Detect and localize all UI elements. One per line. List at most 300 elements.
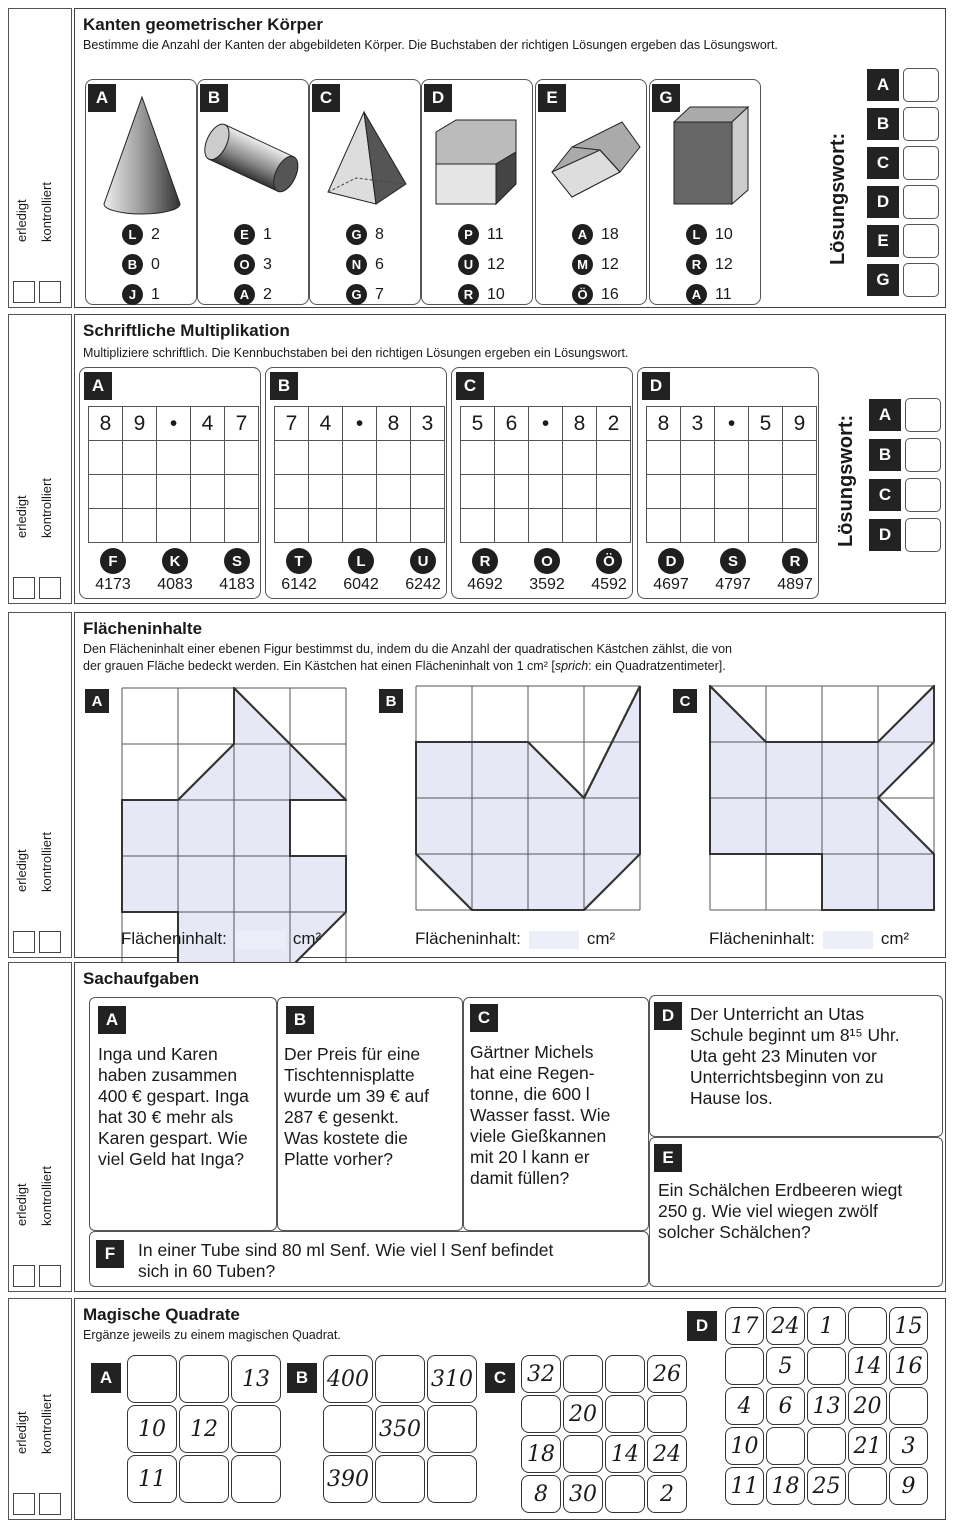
grid-cell[interactable] bbox=[495, 509, 529, 543]
grid-cell[interactable] bbox=[309, 441, 343, 475]
option-letter: R bbox=[686, 254, 707, 275]
task-line: solcher Schälchen? bbox=[658, 1222, 811, 1242]
grid-cell[interactable] bbox=[495, 441, 529, 475]
grid-cell[interactable] bbox=[597, 441, 631, 475]
empty-cell[interactable] bbox=[231, 1405, 281, 1453]
grid-cell[interactable] bbox=[749, 441, 783, 475]
answer-option[interactable] bbox=[122, 254, 160, 275]
given-number: 18 bbox=[766, 1467, 805, 1505]
task-text bbox=[98, 1044, 249, 1170]
square-label: A bbox=[91, 1363, 121, 1393]
answer-option[interactable] bbox=[686, 284, 732, 305]
area-input[interactable] bbox=[235, 931, 285, 949]
area-figure-b bbox=[415, 685, 641, 911]
checked-checkbox[interactable] bbox=[39, 931, 61, 953]
option-value: 10 bbox=[715, 225, 733, 243]
grid-cell[interactable] bbox=[157, 509, 191, 543]
task-label: B bbox=[286, 1006, 314, 1034]
empty-cell[interactable] bbox=[521, 1395, 561, 1433]
area-caption: Flächeninhalt: bbox=[121, 929, 227, 948]
grid-cell[interactable] bbox=[715, 475, 749, 509]
result-letter: K bbox=[162, 548, 188, 574]
done-checkbox[interactable] bbox=[13, 577, 35, 599]
instruction-line-1: Den Flächeninhalt einer ebenen Figur bestimmst du, indem du die Anzahl der quadratischen Kästchen zählst, die von bbox=[83, 642, 732, 656]
answer-option[interactable] bbox=[572, 284, 619, 305]
empty-cell[interactable] bbox=[127, 1355, 177, 1403]
given-number: 5 bbox=[766, 1347, 805, 1385]
cuboid-icon bbox=[656, 92, 756, 227]
square-label: D bbox=[687, 1311, 717, 1341]
result-value: 4592 bbox=[591, 576, 627, 593]
grid-cell[interactable] bbox=[225, 441, 259, 475]
word-problem-c bbox=[463, 997, 649, 1231]
task-label: D bbox=[642, 372, 670, 400]
result-option[interactable] bbox=[394, 548, 452, 594]
hexagonal-prism-icon bbox=[542, 92, 642, 227]
answer-option[interactable] bbox=[572, 224, 619, 245]
grid-cell: 4 bbox=[309, 407, 343, 441]
empty-cell[interactable] bbox=[375, 1455, 425, 1503]
grid-cell[interactable] bbox=[563, 475, 597, 509]
task-line: Platte vorher? bbox=[284, 1149, 393, 1169]
grid-cell[interactable] bbox=[529, 509, 563, 543]
given-number: 20 bbox=[563, 1395, 603, 1433]
option-value: 2 bbox=[263, 285, 272, 303]
grid-cell[interactable] bbox=[563, 441, 597, 475]
area-answer bbox=[121, 929, 321, 949]
task-text bbox=[658, 1180, 902, 1243]
done-label: erledigt bbox=[14, 1411, 29, 1454]
answer-option[interactable] bbox=[458, 224, 504, 245]
result-letter: S bbox=[720, 548, 746, 574]
task-line: hat 30 € mehr als bbox=[98, 1107, 234, 1127]
done-checkbox[interactable] bbox=[13, 1265, 35, 1287]
solution-box[interactable] bbox=[903, 107, 939, 141]
grid-cell[interactable] bbox=[275, 509, 309, 543]
option-value: 3 bbox=[263, 255, 272, 273]
grid-cell: • bbox=[157, 407, 191, 441]
solution-box[interactable] bbox=[905, 518, 941, 552]
checked-checkbox[interactable] bbox=[39, 281, 61, 303]
section-edges bbox=[74, 8, 946, 308]
given-number: 21 bbox=[848, 1427, 887, 1465]
empty-cell[interactable] bbox=[605, 1355, 645, 1393]
area-input[interactable] bbox=[529, 931, 579, 949]
task-line: Unterrichtsbeginn von zu bbox=[690, 1067, 884, 1087]
grid-cell[interactable] bbox=[89, 441, 123, 475]
option-letter: M bbox=[572, 254, 593, 275]
empty-cell[interactable] bbox=[427, 1455, 477, 1503]
checked-label: kontrolliert bbox=[39, 1166, 54, 1226]
result-option[interactable] bbox=[332, 548, 390, 594]
answer-option[interactable] bbox=[346, 224, 384, 245]
grid-cell: 8 bbox=[89, 407, 123, 441]
option-letter: B bbox=[122, 254, 143, 275]
checked-label: kontrolliert bbox=[39, 182, 54, 242]
grid-cell[interactable] bbox=[225, 509, 259, 543]
grid-cell[interactable] bbox=[749, 509, 783, 543]
grid-cell[interactable] bbox=[681, 441, 715, 475]
given-number: 18 bbox=[521, 1435, 561, 1473]
result-option[interactable] bbox=[580, 548, 638, 594]
given-number: 25 bbox=[807, 1467, 846, 1505]
task-line: viel Geld hat Inga? bbox=[98, 1149, 244, 1169]
result-option[interactable] bbox=[84, 548, 142, 594]
given-number: 11 bbox=[725, 1467, 764, 1505]
task-line: Inga und Karen bbox=[98, 1044, 218, 1064]
task-text bbox=[690, 1004, 900, 1109]
task-line: In einer Tube sind 80 ml Senf. Wie viel l Senf befindet bbox=[138, 1240, 554, 1260]
empty-cell[interactable] bbox=[605, 1395, 645, 1433]
task-line: Ein Schälchen Erdbeeren wiegt bbox=[658, 1180, 903, 1200]
pyramid-icon bbox=[316, 92, 416, 227]
calculation-grid[interactable] bbox=[646, 406, 817, 543]
result-option[interactable] bbox=[704, 548, 762, 594]
result-value: 4692 bbox=[467, 576, 503, 593]
answer-option[interactable] bbox=[686, 254, 733, 275]
answer-option[interactable] bbox=[234, 254, 272, 275]
cone-icon bbox=[92, 92, 192, 227]
grid-cell[interactable] bbox=[715, 441, 749, 475]
word-problem-b bbox=[277, 997, 463, 1231]
given-number: 14 bbox=[605, 1435, 645, 1473]
done-checkbox[interactable] bbox=[13, 281, 35, 303]
done-checkbox[interactable] bbox=[13, 1493, 35, 1515]
given-number: 32 bbox=[521, 1355, 561, 1393]
empty-cell[interactable] bbox=[848, 1467, 887, 1505]
grid-cell[interactable] bbox=[749, 475, 783, 509]
card-label: G bbox=[652, 84, 680, 112]
empty-cell[interactable] bbox=[807, 1427, 846, 1465]
edge-card-c bbox=[309, 79, 421, 305]
grid-cell[interactable] bbox=[275, 441, 309, 475]
result-value: 3592 bbox=[529, 576, 565, 593]
card-label: D bbox=[424, 84, 452, 112]
task-label: A bbox=[84, 372, 112, 400]
result-letter: D bbox=[658, 548, 684, 574]
result-letter: S bbox=[224, 548, 250, 574]
option-letter: R bbox=[458, 284, 479, 305]
empty-cell[interactable] bbox=[807, 1347, 846, 1385]
answer-option[interactable] bbox=[572, 254, 619, 275]
option-letter: N bbox=[346, 254, 367, 275]
area-figure-c bbox=[709, 685, 935, 911]
checked-checkbox[interactable] bbox=[39, 1265, 61, 1287]
empty-cell[interactable] bbox=[563, 1435, 603, 1473]
calculation-grid[interactable] bbox=[88, 406, 259, 543]
multiplication-task-b bbox=[265, 367, 447, 599]
grid-cell[interactable] bbox=[681, 475, 715, 509]
magic-square-d bbox=[725, 1307, 928, 1505]
solution-box[interactable] bbox=[905, 438, 941, 472]
grid-cell: 7 bbox=[275, 407, 309, 441]
empty-cell[interactable] bbox=[605, 1475, 645, 1513]
given-number: 24 bbox=[766, 1307, 805, 1345]
result-value: 4697 bbox=[653, 576, 689, 593]
result-option[interactable] bbox=[766, 548, 824, 594]
empty-cell[interactable] bbox=[375, 1355, 425, 1403]
solution-box[interactable] bbox=[903, 146, 939, 180]
section-areas bbox=[74, 612, 946, 958]
option-value: 12 bbox=[601, 255, 619, 273]
edge-card-e bbox=[535, 79, 647, 305]
grid-cell[interactable] bbox=[123, 475, 157, 509]
answer-option[interactable] bbox=[346, 254, 384, 275]
given-number: 26 bbox=[647, 1355, 687, 1393]
section-title: Magische Quadrate bbox=[83, 1305, 240, 1324]
checked-checkbox[interactable] bbox=[39, 1493, 61, 1515]
answer-option[interactable] bbox=[346, 284, 384, 305]
grid-cell[interactable] bbox=[597, 475, 631, 509]
grid-cell[interactable] bbox=[411, 475, 445, 509]
solution-box[interactable] bbox=[903, 185, 939, 219]
empty-cell[interactable] bbox=[179, 1455, 229, 1503]
calculation-grid[interactable] bbox=[274, 406, 445, 543]
grid-cell: 6 bbox=[495, 407, 529, 441]
checked-label: kontrolliert bbox=[39, 478, 54, 538]
done-label: erledigt bbox=[14, 849, 29, 892]
grid-cell[interactable] bbox=[377, 509, 411, 543]
answer-option[interactable] bbox=[234, 284, 272, 305]
done-label: erledigt bbox=[14, 1183, 29, 1226]
grid-cell[interactable] bbox=[275, 475, 309, 509]
grid-cell: 9 bbox=[783, 407, 817, 441]
solution-box[interactable] bbox=[903, 224, 939, 258]
section-multiplication bbox=[74, 314, 946, 604]
answer-option[interactable] bbox=[458, 284, 505, 305]
option-value: 11 bbox=[487, 225, 504, 243]
multiplication-task-a bbox=[79, 367, 261, 599]
result-letter: R bbox=[472, 548, 498, 574]
grid-cell[interactable] bbox=[377, 475, 411, 509]
grid-cell[interactable] bbox=[309, 509, 343, 543]
grid-cell[interactable] bbox=[309, 475, 343, 509]
instruction: Ergänze jeweils zu einem magischen Quadrat. bbox=[83, 1328, 341, 1342]
task-line: Tischtennisplatte bbox=[284, 1065, 415, 1085]
answer-option[interactable] bbox=[122, 284, 160, 305]
task-line: 250 g. Wie viel wiegen zwölf bbox=[658, 1201, 878, 1221]
grid-cell[interactable] bbox=[783, 509, 817, 543]
empty-cell[interactable] bbox=[647, 1395, 687, 1433]
given-number: 20 bbox=[848, 1387, 887, 1425]
calculation-grid[interactable] bbox=[460, 406, 631, 543]
card-label: C bbox=[312, 84, 340, 112]
instruction bbox=[83, 641, 943, 675]
grid-cell: • bbox=[715, 407, 749, 441]
result-option[interactable] bbox=[642, 548, 700, 594]
task-text bbox=[470, 1042, 610, 1189]
empty-cell[interactable] bbox=[427, 1405, 477, 1453]
option-letter: J bbox=[122, 284, 143, 305]
side-column bbox=[8, 8, 72, 308]
checked-label: kontrolliert bbox=[39, 832, 54, 892]
grid-cell: 8 bbox=[563, 407, 597, 441]
result-value: 4083 bbox=[157, 576, 193, 593]
grid-cell[interactable] bbox=[715, 509, 749, 543]
option-letter: U bbox=[458, 254, 479, 275]
area-unit: cm² bbox=[586, 929, 616, 948]
empty-cell[interactable] bbox=[725, 1347, 764, 1385]
given-number: 390 bbox=[323, 1455, 373, 1503]
task-line: tonne, die 600 l bbox=[470, 1084, 590, 1104]
solution-letter: B bbox=[869, 439, 901, 471]
grid-cell[interactable] bbox=[89, 509, 123, 543]
solution-box[interactable] bbox=[903, 263, 939, 297]
result-value: 4797 bbox=[715, 576, 751, 593]
option-letter: Ö bbox=[572, 284, 593, 305]
given-number: 1 bbox=[807, 1307, 846, 1345]
area-caption: Flächeninhalt: bbox=[415, 929, 521, 948]
area-answer bbox=[415, 929, 615, 949]
option-letter: E bbox=[234, 224, 255, 245]
result-value: 4173 bbox=[95, 576, 131, 593]
empty-cell[interactable] bbox=[179, 1355, 229, 1403]
result-option[interactable] bbox=[146, 548, 204, 594]
grid-cell[interactable] bbox=[157, 475, 191, 509]
option-letter: P bbox=[458, 224, 479, 245]
given-number: 16 bbox=[889, 1347, 928, 1385]
grid-cell[interactable] bbox=[783, 441, 817, 475]
grid-cell[interactable] bbox=[123, 509, 157, 543]
option-letter: G bbox=[346, 284, 367, 305]
grid-cell[interactable] bbox=[461, 475, 495, 509]
result-option[interactable] bbox=[456, 548, 514, 594]
side-column bbox=[8, 962, 72, 1292]
cylinder-icon bbox=[204, 92, 304, 227]
area-caption: Flächeninhalt: bbox=[709, 929, 815, 948]
grid-cell: 8 bbox=[377, 407, 411, 441]
grid-cell[interactable] bbox=[343, 475, 377, 509]
task-label: F bbox=[96, 1240, 124, 1268]
grid-cell[interactable] bbox=[461, 509, 495, 543]
section-title: Flächeninhalte bbox=[83, 619, 203, 638]
result-option[interactable] bbox=[270, 548, 328, 594]
grid-cell[interactable] bbox=[597, 509, 631, 543]
area-input[interactable] bbox=[823, 931, 873, 949]
result-option[interactable] bbox=[208, 548, 266, 594]
figure-label: C bbox=[673, 689, 697, 713]
answer-option[interactable] bbox=[686, 224, 733, 245]
area-unit: cm² bbox=[880, 929, 910, 948]
section-word-problems bbox=[74, 962, 946, 1292]
grid-cell[interactable] bbox=[647, 509, 681, 543]
option-value: 1 bbox=[151, 285, 160, 303]
done-checkbox[interactable] bbox=[13, 931, 35, 953]
grid-cell[interactable] bbox=[343, 509, 377, 543]
grid-cell[interactable] bbox=[647, 441, 681, 475]
option-value: 16 bbox=[601, 285, 619, 303]
grid-cell[interactable] bbox=[495, 475, 529, 509]
side-column bbox=[8, 314, 72, 604]
solution-box[interactable] bbox=[905, 478, 941, 512]
solution-letter: A bbox=[869, 399, 901, 431]
solution-word-label: Lösungswort: bbox=[827, 132, 849, 265]
instruction-line-2c: : ein Quadratzentimeter]. bbox=[588, 659, 726, 673]
grid-cell: 4 bbox=[191, 407, 225, 441]
grid-cell[interactable] bbox=[157, 441, 191, 475]
answer-option[interactable] bbox=[458, 254, 505, 275]
grid-cell[interactable] bbox=[529, 475, 563, 509]
solution-letter: G bbox=[867, 264, 899, 296]
given-number: 3 bbox=[889, 1427, 928, 1465]
solution-letter: D bbox=[867, 186, 899, 218]
solution-box[interactable] bbox=[905, 398, 941, 432]
grid-cell[interactable] bbox=[563, 509, 597, 543]
given-number: 17 bbox=[725, 1307, 764, 1345]
solution-letter: C bbox=[869, 479, 901, 511]
done-label: erledigt bbox=[14, 495, 29, 538]
grid-cell[interactable] bbox=[647, 475, 681, 509]
empty-cell[interactable] bbox=[848, 1307, 887, 1345]
grid-cell[interactable] bbox=[343, 441, 377, 475]
empty-cell[interactable] bbox=[766, 1427, 805, 1465]
solution-letter: C bbox=[867, 147, 899, 179]
result-letter: U bbox=[410, 548, 436, 574]
solution-word-label: Lösungswort: bbox=[835, 414, 857, 547]
empty-cell[interactable] bbox=[231, 1455, 281, 1503]
grid-cell[interactable] bbox=[191, 441, 225, 475]
given-number: 4 bbox=[725, 1387, 764, 1425]
grid-cell: 3 bbox=[681, 407, 715, 441]
card-label: E bbox=[538, 84, 566, 112]
answer-option[interactable] bbox=[122, 224, 160, 245]
grid-cell[interactable] bbox=[411, 509, 445, 543]
option-letter: A bbox=[572, 224, 593, 245]
grid-cell[interactable] bbox=[191, 509, 225, 543]
empty-cell[interactable] bbox=[889, 1387, 928, 1425]
given-number: 10 bbox=[127, 1405, 177, 1453]
task-line: mit 20 l kann er bbox=[470, 1147, 590, 1167]
empty-cell[interactable] bbox=[563, 1355, 603, 1393]
option-value: 11 bbox=[715, 285, 732, 303]
given-number: 310 bbox=[427, 1355, 477, 1403]
grid-cell: 7 bbox=[225, 407, 259, 441]
checked-checkbox[interactable] bbox=[39, 577, 61, 599]
option-value: 18 bbox=[601, 225, 619, 243]
result-option[interactable] bbox=[518, 548, 576, 594]
answer-option[interactable] bbox=[234, 224, 272, 245]
instruction-line-2a: der grauen Fläche bedeckt werden. Ein Kästchen hat einen Flächeninhalt von 1 cm² [ bbox=[83, 659, 555, 673]
result-letter: R bbox=[782, 548, 808, 574]
grid-cell[interactable] bbox=[89, 475, 123, 509]
grid-cell[interactable] bbox=[377, 441, 411, 475]
grid-cell[interactable] bbox=[681, 509, 715, 543]
grid-cell[interactable] bbox=[411, 441, 445, 475]
area-unit: cm² bbox=[292, 929, 322, 948]
result-letter: T bbox=[286, 548, 312, 574]
grid-cell[interactable] bbox=[123, 441, 157, 475]
option-value: 1 bbox=[263, 225, 272, 243]
multiplication-task-d bbox=[637, 367, 819, 599]
grid-cell[interactable] bbox=[191, 475, 225, 509]
section-title: Schriftliche Multiplikation bbox=[83, 321, 290, 340]
word-problem-a bbox=[89, 997, 277, 1231]
pentagonal-prism-icon bbox=[428, 92, 528, 227]
card-label: B bbox=[200, 84, 228, 112]
given-number: 400 bbox=[323, 1355, 373, 1403]
grid-cell[interactable] bbox=[461, 441, 495, 475]
grid-cell[interactable] bbox=[225, 475, 259, 509]
checked-label: kontrolliert bbox=[39, 1394, 54, 1454]
solution-box[interactable] bbox=[903, 68, 939, 102]
solution-letter: E bbox=[867, 225, 899, 257]
empty-cell[interactable] bbox=[323, 1405, 373, 1453]
solution-letter: A bbox=[867, 69, 899, 101]
grid-cell[interactable] bbox=[529, 441, 563, 475]
grid-cell[interactable] bbox=[783, 475, 817, 509]
option-value: 2 bbox=[151, 225, 160, 243]
option-value: 10 bbox=[487, 285, 505, 303]
